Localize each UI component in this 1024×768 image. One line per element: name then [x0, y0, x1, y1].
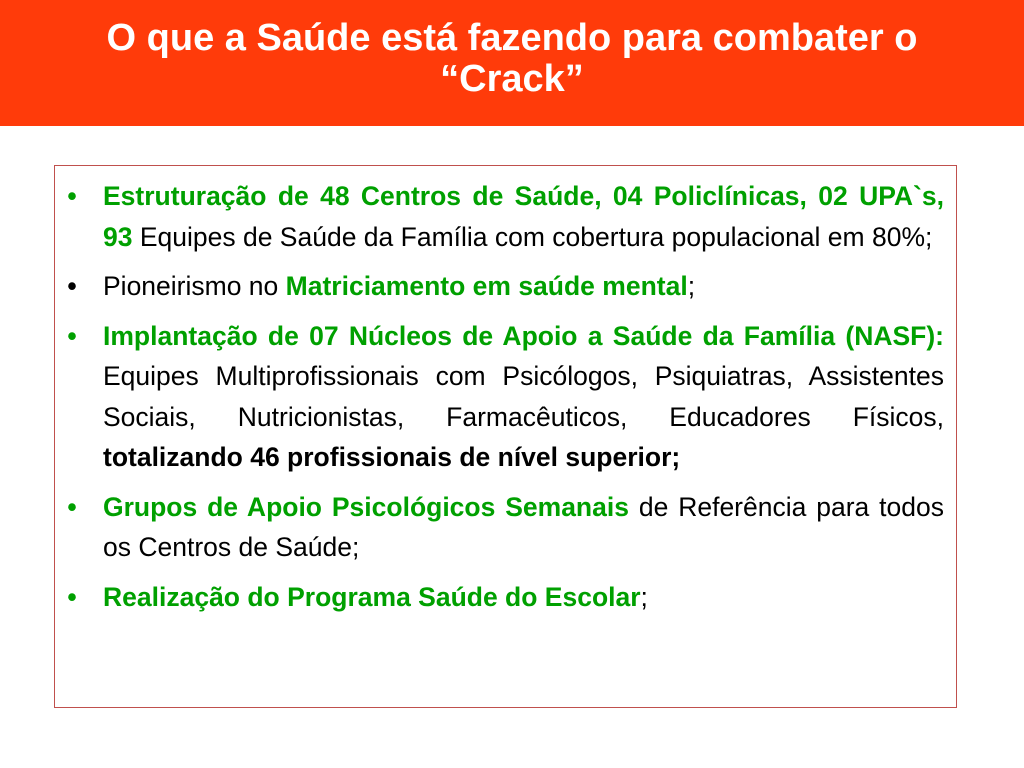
bullet-text: Equipes de Saúde da Família com cobertura populacional em 80%;	[139, 221, 933, 252]
slide-title-line-1: O que a Saúde está fazendo para combater o	[106, 17, 918, 59]
bullet-list	[67, 176, 944, 626]
bullet-marker: •	[67, 320, 77, 351]
slide-title	[107, 18, 918, 100]
bullet-item-grupos	[67, 487, 944, 568]
bullet-text-bold-green: Realização do Programa Saúde do Escolar	[103, 581, 641, 612]
bullet-text-bold-green: Matriciamento em saúde mental	[285, 271, 688, 301]
slide-title-line-2: “Crack”	[440, 58, 584, 100]
bullet-text: Equipes Multiprofissionais com Psicólogos, Psiquiatras, Assistentes Sociais, Nutricionistas, Farmacêuticos, Educadores Físicos,	[103, 361, 944, 432]
bullet-item-programa-escolar	[67, 577, 944, 618]
bullet-marker: •	[67, 181, 77, 211]
bullet-item-nasf	[67, 316, 944, 478]
bullet-text-bold: totalizando 46 profissionais de nível superior;	[103, 442, 681, 472]
bullet-marker: •	[67, 581, 77, 612]
bullet-text: de Referência para todos os Centros de Saúde;	[103, 491, 944, 562]
bullet-item-estruturacao	[67, 176, 944, 257]
content-box	[54, 165, 957, 708]
title-bar	[0, 0, 1024, 126]
bullet-text-bold-green: Grupos de Apoio Psicológicos Semanais	[103, 491, 629, 522]
bullet-text-bold-green: Estruturação de 48 Centros de Saúde, 04 Policlínicas, 02 UPA`s, 93	[103, 181, 944, 252]
bullet-text: Pioneirismo no	[103, 271, 286, 301]
bullet-marker: •	[67, 491, 77, 522]
bullet-text: ;	[640, 581, 648, 612]
bullet-marker: •	[67, 271, 77, 301]
bullet-text-bold-green: Implantação de 07 Núcleos de Apoio a Saúde da Família (NASF):	[103, 320, 944, 351]
bullet-text: ;	[687, 271, 696, 301]
bullet-item-pioneirismo	[67, 266, 944, 307]
